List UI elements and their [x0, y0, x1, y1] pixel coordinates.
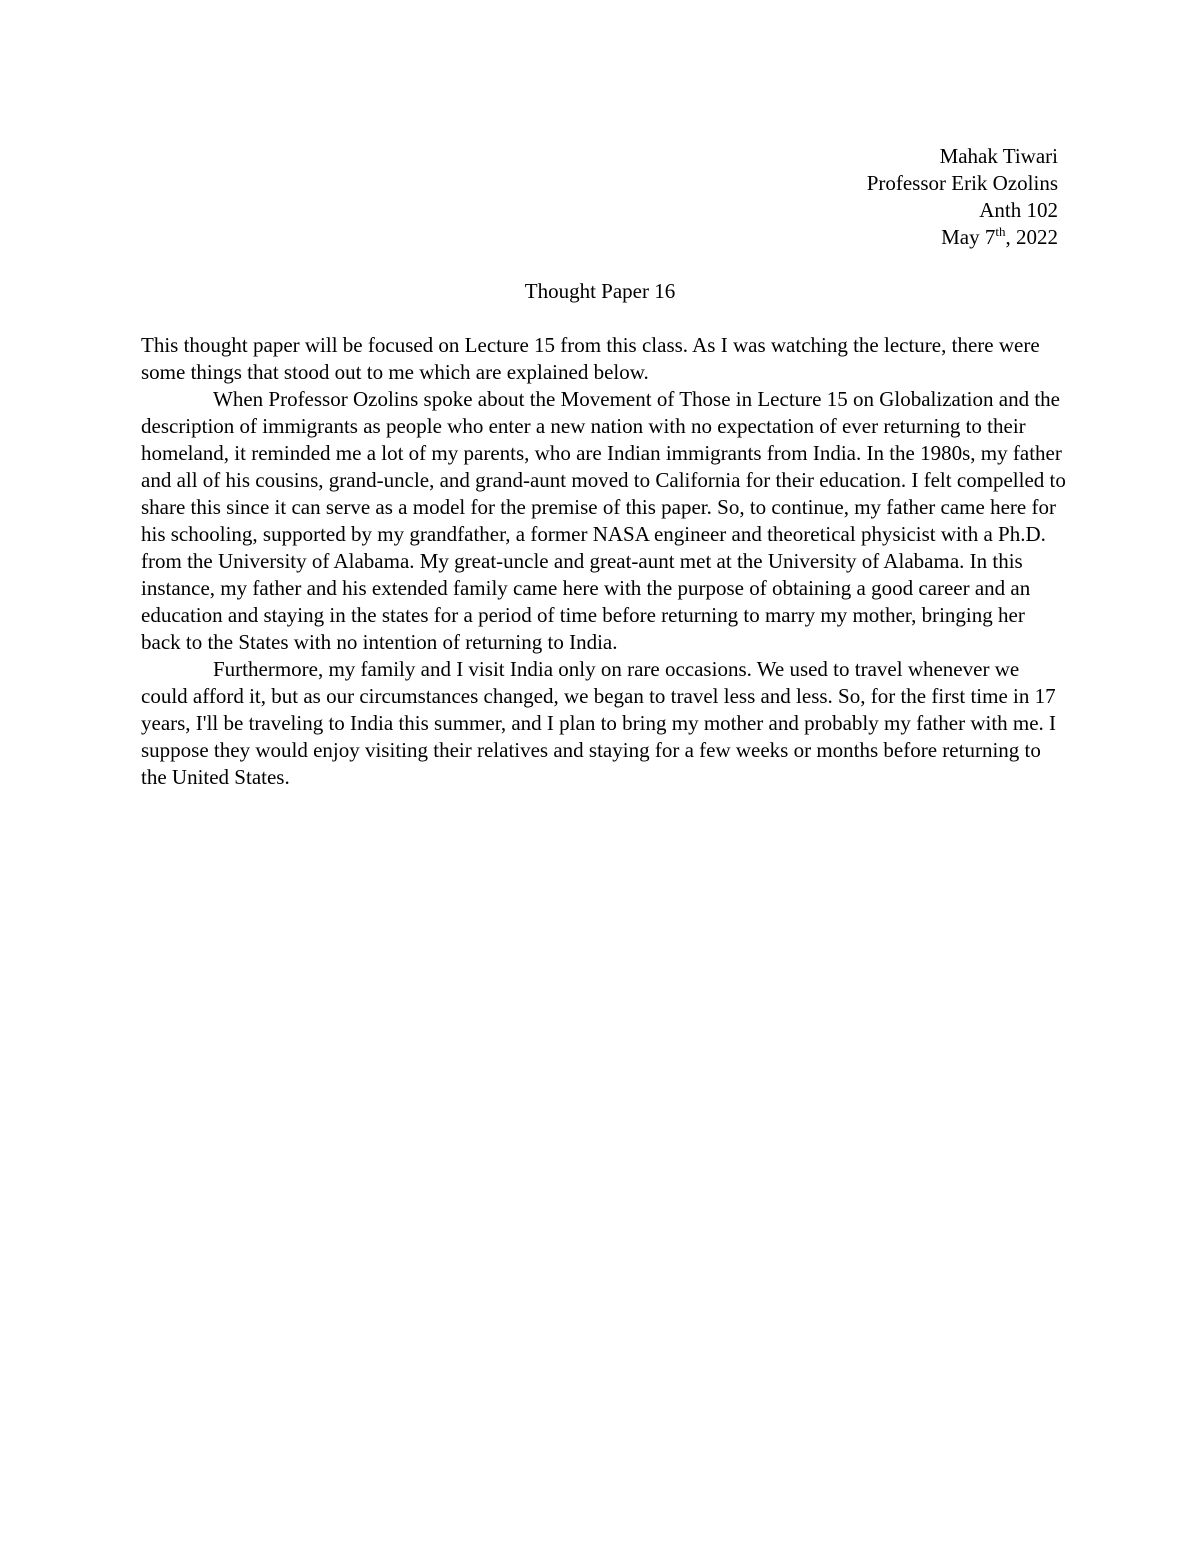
paragraph-intro: This thought paper will be focused on Lecture 15 from this class. As I was watching the lecture, there were some things that stood out to me which are explained below. — [141, 333, 1040, 384]
date-prefix: May 7 — [941, 225, 996, 249]
paragraph-lecture: When Professor Ozolins spoke about the Movement of Those in Lecture 15 on Globalization and the description of immigrants as people who enter a new nation with no expectation of ever returning to their homeland, it reminded me a lot of my parents, who are Indian immigrants from India. In the 1980s, my father and all of his cousins, grand-uncle, and grand-aunt moved to California for their education. I felt compelled to share this since it can serve as a model for the premise of this paper. So, to continue, my father came here for his schooling, supported by my grandfather, a former NASA engineer and theoretical physicist with a Ph.D. from the University of Alabama. My great-uncle and great-aunt met at the University of Alabama. In this instance, my father and his extended family came here with the purpose of obtaining a good career and an education and staying in the states for a period of time before returning to marry my mother, bringing her back to the States with no intention of returning to India. — [141, 387, 1066, 654]
course-name: Anth 102 — [979, 198, 1058, 222]
author-name: Mahak Tiwari — [939, 144, 1058, 168]
date-suffix: th — [995, 224, 1006, 239]
paragraph-travel: Furthermore, my family and I visit India only on rare occasions. We used to travel whenever we could afford it, but as our circumstances changed, we began to travel less and less. So, for the first time in 17 years, I'll be traveling to India this summer, and I plan to bring my mother and probably my father with me. I suppose they would enjoy visiting their relatives and staying for a few weeks or months before returning to the United States. — [141, 657, 1057, 789]
header-block — [867, 143, 1058, 251]
date-rest: , 2022 — [1005, 225, 1058, 249]
body-text — [141, 332, 1066, 791]
date-line — [867, 224, 1058, 251]
page-title: Thought Paper 16 — [524, 279, 676, 303]
professor-name: Professor Erik Ozolins — [866, 171, 1058, 195]
